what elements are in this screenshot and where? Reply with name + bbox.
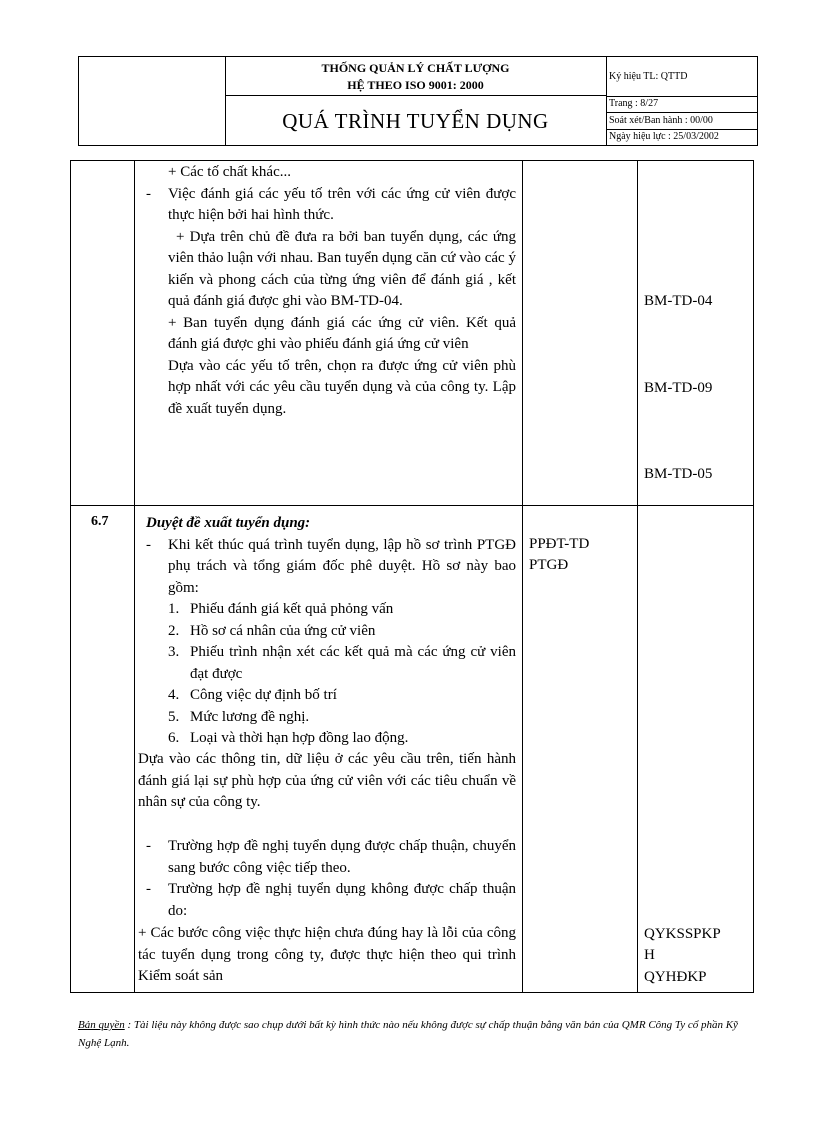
document-title: QUÁ TRÌNH TUYỂN DỤNG	[282, 109, 549, 133]
dossier-list	[146, 599, 516, 750]
list-item: 3. Phiếu trình nhận xét các kết quả mà các ứng cử viên đạt được	[168, 644, 516, 682]
document-header	[78, 56, 758, 146]
organization-title: THỐNG QUẢN LÝ CHẤT LƯỢNG HỆ THEO ISO 9001: 2000	[225, 57, 606, 96]
header-title-cell	[225, 57, 607, 145]
row2-intro: - Khi kết thúc quá trình tuyển dụng, lập hồ sơ trình PTGĐ phụ trách và tổng giám đốc phê duyệt. Hồ sơ này bao gồm:	[146, 536, 516, 596]
list-item: 1. Phiếu đánh giá kết quả phỏng vấn	[168, 601, 394, 617]
procedure-ref: QYKSSPKP	[644, 926, 721, 942]
row2-description	[146, 513, 516, 750]
procedure-table	[70, 160, 754, 993]
row1-line: + Các tố chất khác...	[168, 164, 291, 180]
list-item: 2. Hồ sơ cá nhân của ứng cử viên	[168, 622, 376, 639]
list-item: 4. Công việc dự định bố trí	[168, 687, 337, 703]
row1-line: Dựa vào các yếu tố trên, chọn ra được ứng cử viên phù hợp nhất với các yêu cầu tuyển dụng và của công ty. Lập đề xuất tuyển dụng.	[168, 357, 516, 417]
form-ref: BM-TD-04	[644, 293, 713, 309]
logo-cell	[79, 57, 226, 145]
header-meta	[606, 57, 757, 145]
row1-line: - Việc đánh giá các yếu tố trên với các ứng cử viên được thực hiện bởi hai hình thức.	[146, 185, 516, 223]
effective-date: Ngày hiệu lực : 25/03/2002	[609, 131, 719, 142]
row1-line: + Ban tuyển dụng đánh giá các ứng cử viên. Kết quả đánh giá được ghi vào phiếu đánh giá ứng cử viên	[168, 314, 516, 352]
list-item: 6. Loại và thời hạn hợp đồng lao động.	[168, 730, 409, 746]
copyright-label: Bản quyền	[78, 1019, 125, 1031]
row2-decision	[146, 836, 516, 922]
row2-cause: + Các bước công việc thực hiện chưa đúng hay là lỗi của công tác tuyển dụng trong công ty, được thực hiện theo qui trình Kiểm soát sản	[138, 925, 516, 984]
copyright-text: : Tài liệu này không được sao chụp dưới bất kỳ hình thức nào nếu không được sự chấp thuận bằng văn bản của QMR Công Ty cổ phần Kỹ Nghệ Lạnh.	[78, 1019, 738, 1049]
row1-line: + Dựa trên chủ đề đưa ra bởi ban tuyển dụng, các ứng viên thảo luận với nhau. Ban tuyển dụng căn cứ vào các ý kiến và phong cách của từng ứng viên để đánh giá , kết quả đánh giá được ghi vào BM-TD-04.	[168, 228, 516, 309]
responsible-party: PTGĐ	[529, 557, 569, 573]
section-title: Duyệt đề xuất tuyển dụng:	[146, 515, 311, 531]
copyright-footer	[78, 1016, 758, 1052]
procedure-ref: QYHĐKP	[644, 969, 707, 985]
responsible-party: PPĐT-TD	[529, 536, 590, 552]
procedure-ref: H	[644, 947, 655, 963]
approved-case: - Trường hợp đề nghị tuyển dụng được chấp thuận, chuyển sang bước công việc tiếp theo.	[146, 838, 516, 876]
section-number: 6.7	[91, 514, 109, 529]
page-number: Trang : 8/27	[606, 96, 757, 113]
row1-description	[146, 162, 516, 420]
doc-code: Ký hiệu TL: QTTD	[606, 57, 757, 97]
not-approved-case: - Trường hợp đề nghị tuyển dụng không được chấp thuận do:	[146, 881, 516, 919]
form-ref: BM-TD-09	[644, 380, 713, 396]
list-item: 5. Mức lương đề nghị.	[168, 708, 310, 725]
row2-review: Dựa vào các thông tin, dữ liệu ở các yêu cầu trên, tiến hành đánh giá lại sự phù hợp của ứng cử viên với các tiêu chuẩn về nhân sự của công ty.	[138, 751, 516, 810]
revision: Soát xét/Ban hành : 00/00	[606, 113, 757, 130]
form-ref: BM-TD-05	[644, 466, 713, 482]
